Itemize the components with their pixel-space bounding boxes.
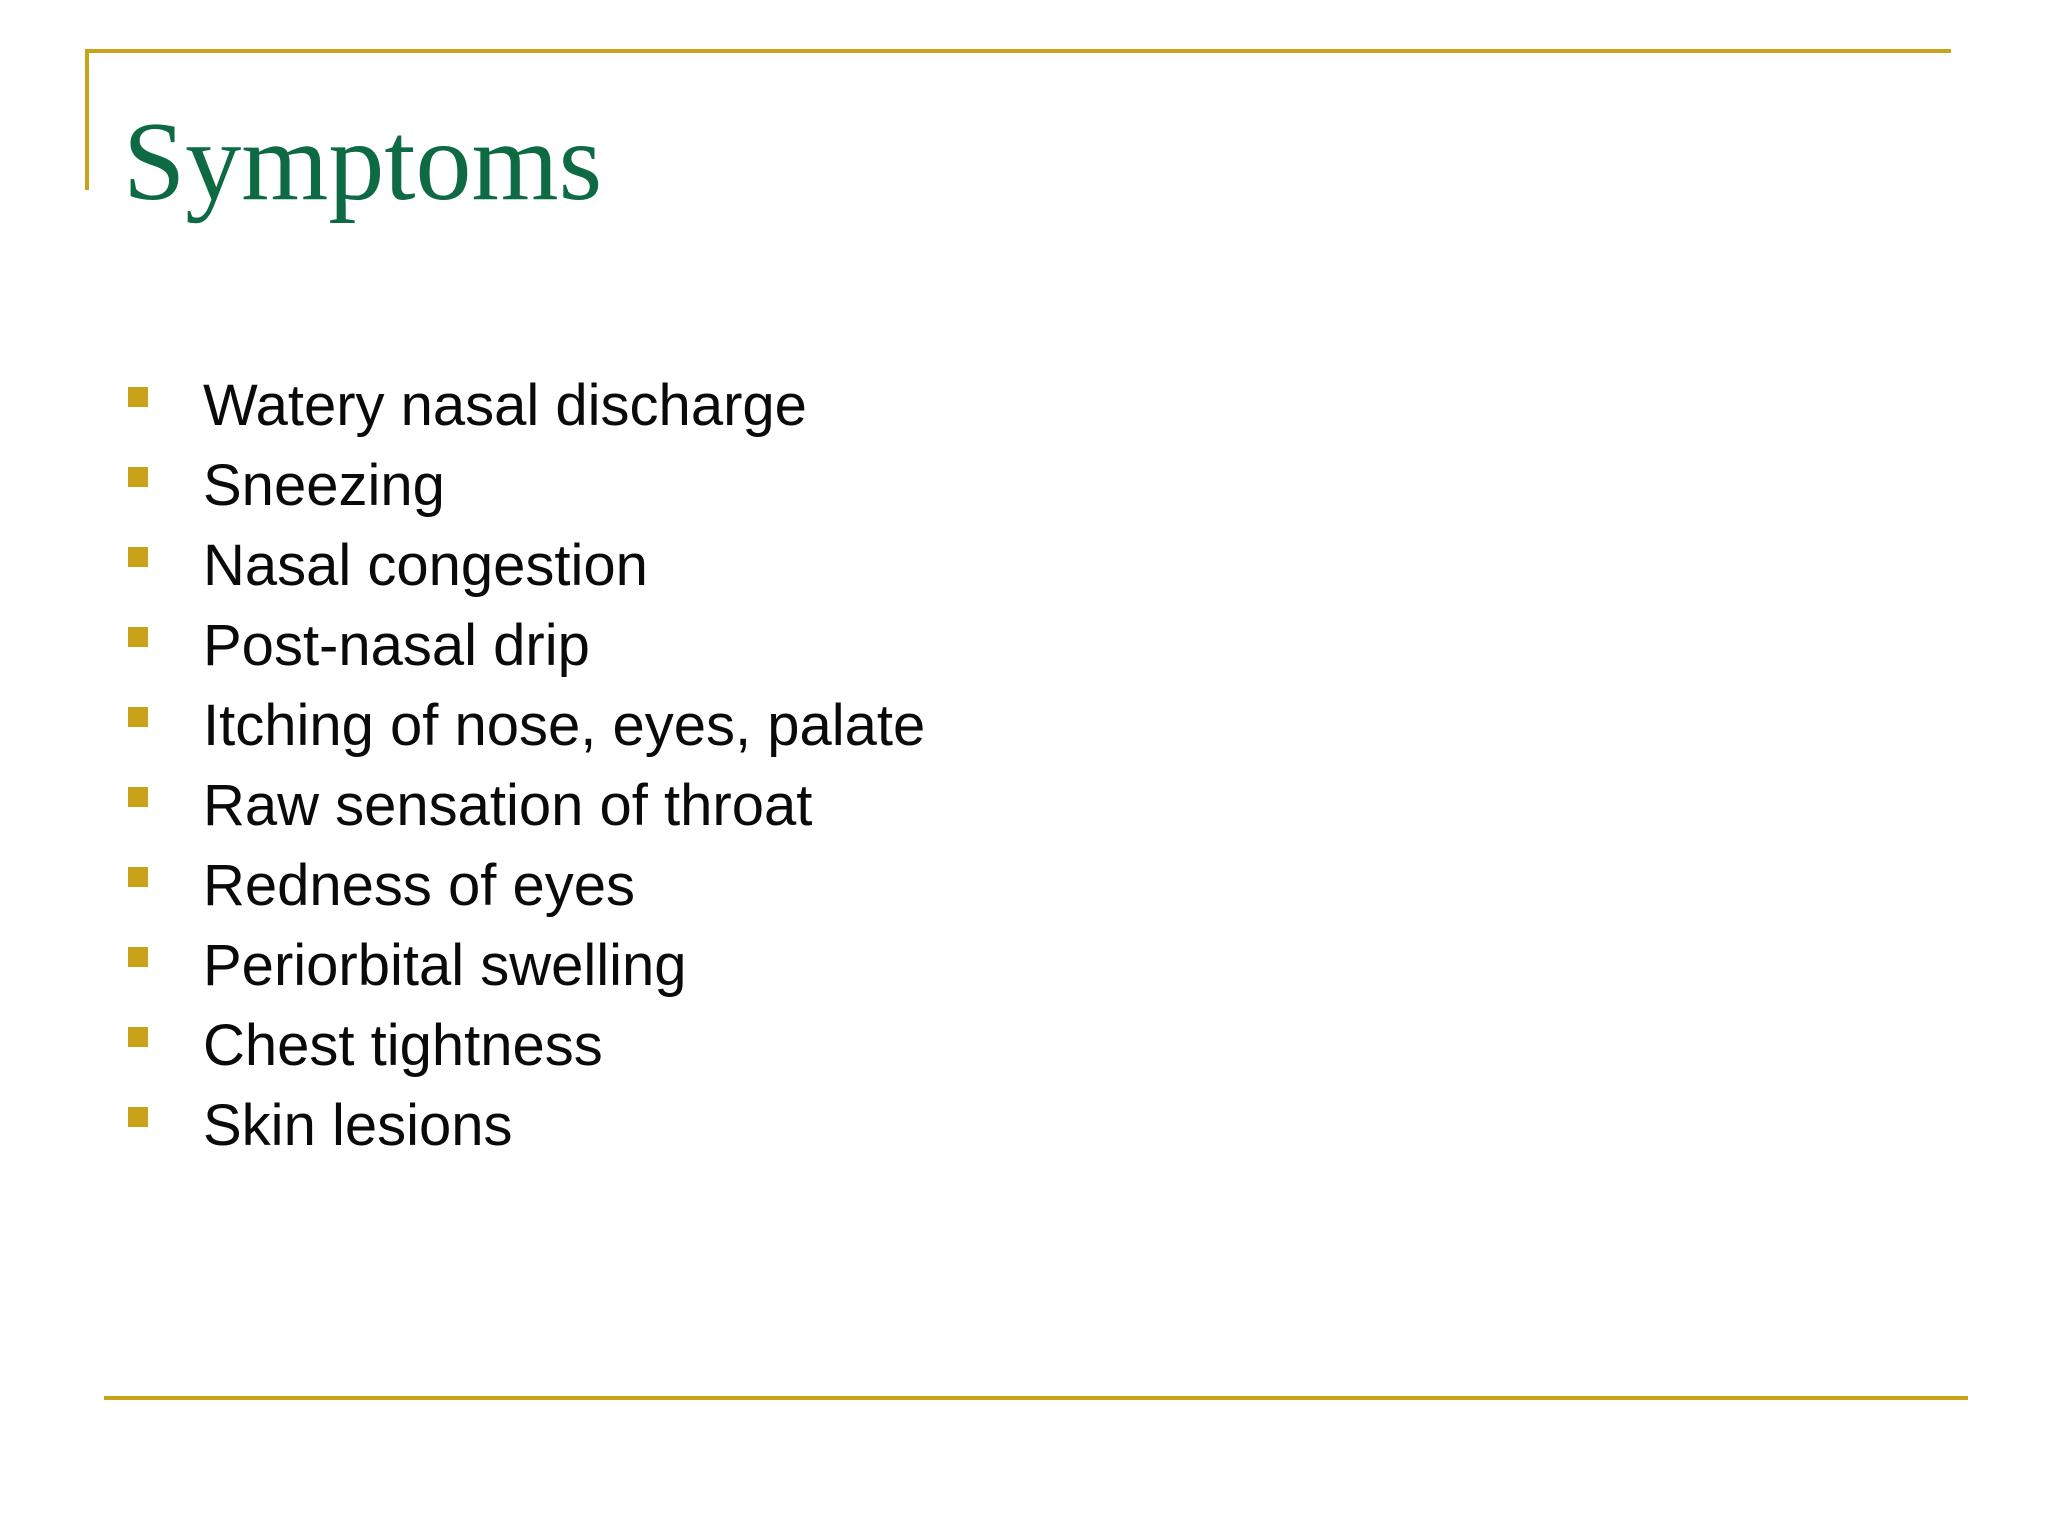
bullet-text: Watery nasal discharge <box>203 373 807 438</box>
square-bullet-icon <box>128 707 148 727</box>
square-bullet-icon <box>128 467 148 487</box>
square-bullet-icon <box>128 1107 148 1127</box>
bullet-item <box>126 926 925 1006</box>
frame-left-rule <box>85 49 89 190</box>
bullet-text: Nasal congestion <box>203 533 648 598</box>
bullet-text: Raw sensation of throat <box>203 773 813 838</box>
bullet-item <box>126 846 925 926</box>
bullet-text: Chest tightness <box>203 1013 603 1078</box>
square-bullet-icon <box>128 947 148 967</box>
bullet-item <box>126 446 925 526</box>
bullet-list <box>126 366 925 1166</box>
square-bullet-icon <box>128 627 148 647</box>
bullet-item <box>126 686 925 766</box>
square-bullet-icon <box>128 387 148 407</box>
bullet-item <box>126 1006 925 1086</box>
bullet-item <box>126 766 925 846</box>
bullet-text: Itching of nose, eyes, palate <box>203 693 926 758</box>
slide-title: Symptoms <box>123 100 603 224</box>
bullet-item <box>126 1086 925 1166</box>
square-bullet-icon <box>128 867 148 887</box>
bullet-text: Redness of eyes <box>203 853 636 918</box>
bullet-text: Post-nasal drip <box>203 613 590 678</box>
bullet-item <box>126 606 925 686</box>
bullet-text: Skin lesions <box>203 1093 513 1158</box>
bullet-text: Sneezing <box>203 453 445 518</box>
square-bullet-icon <box>128 1027 148 1047</box>
bullet-item <box>126 526 925 606</box>
square-bullet-icon <box>128 547 148 567</box>
bullet-text: Periorbital swelling <box>203 933 687 998</box>
frame-top-rule <box>85 49 1951 53</box>
square-bullet-icon <box>128 787 148 807</box>
frame-bottom-rule <box>104 1396 1968 1400</box>
bullet-item <box>126 366 925 446</box>
